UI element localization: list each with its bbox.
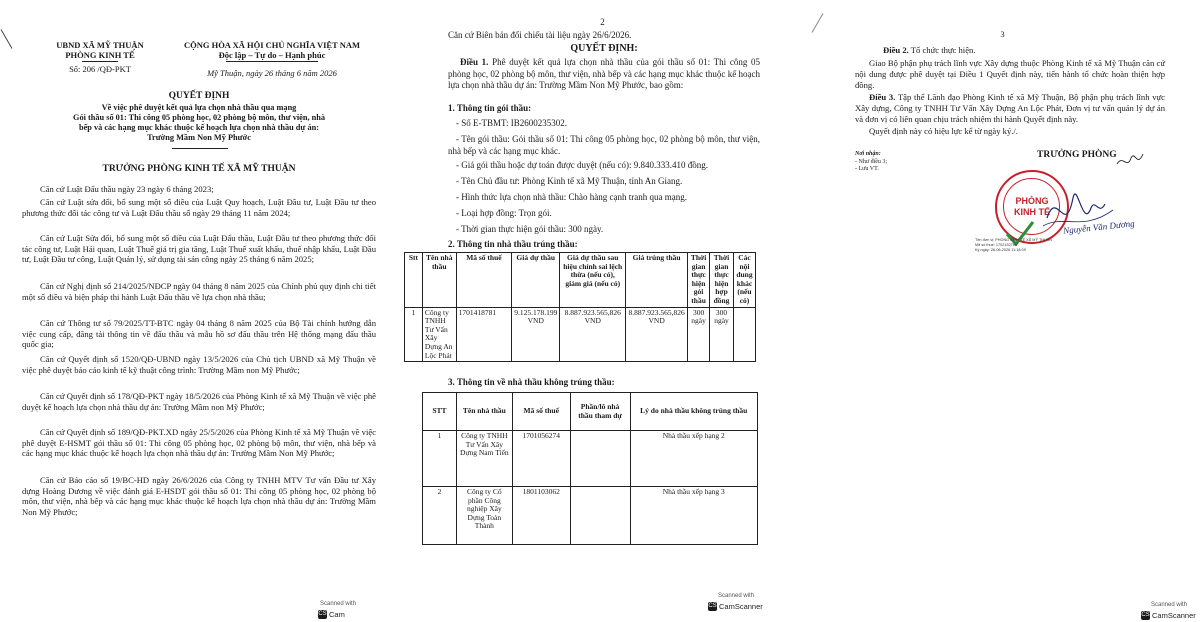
table-cell: 1701418781 [456, 307, 512, 362]
table-header: Giá trúng thầu [626, 253, 688, 308]
signer-name: Nguyễn Văn Dương [1062, 218, 1136, 236]
article-1: Điều 1. Phê duyệt kết quả lựa chọn nhà thầu của gói thầu số 01: Thi công 05 phòng học, 02 phòng bộ môn, thư viện, nhà bếp và các hạng mục khác thuộc kế hoạch lựa chọn nhà thầu dự án: Trường Mầm Non Mỹ Phước, bao gồm: [448, 57, 760, 90]
effective-clause: Quyết định này có hiệu lực kể từ ngày ký./. [869, 126, 1018, 136]
document-page-3 [805, 0, 1200, 622]
table-cell: Công ty TNHH Tư Vấn Xây Dựng Nam Tiến [456, 431, 512, 487]
legal-basis-6: Căn cứ Quyết định số 1520/QĐ-UBND ngày 13/5/2026 của Chủ tịch UBND xã Mỹ Thuận về việc phê duyệt báo cáo kinh tế kỹ thuật công trình: Trường Mầm non Mỹ Phước; [22, 354, 376, 375]
issuing-authority: TRƯỞNG PHÒNG KINH TẾ XÃ MỸ THUẬN [102, 164, 296, 174]
motto: Độc lập – Tự do – Hạnh phúc [218, 50, 326, 60]
decision-heading: QUYẾT ĐỊNH: [570, 43, 638, 54]
table-cell: Công ty Cổ phần Công nghiệp Xây Dựng Toàn Thành [456, 487, 512, 545]
legal-basis-7: Căn cứ Quyết định số 178/QĐ-PKT ngày 18/5/2026 của Phòng Kinh tế xã Mỹ Thuận về việc phê duyệt kế hoạch lựa chọn nhà thầu dự án: Trường Mầm non Mỹ Phước; [22, 391, 376, 412]
table-row [405, 307, 756, 362]
legal-basis-3: Căn cứ Luật Sửa đổi, bổ sung một số điều của Luật Đấu thầu, Luật Đầu tư theo phương thức đối tác công tư, Luật Hải quan, Luật Thuế giá trị gia tăng, Luật Thuế xuất khẩu, thuế nhập khẩu, Luật Đầu tư, Luật Đầu tư công, Luật Quản lý, sử dụng tài sản công ngày 25 tháng 6 năm 2025; [22, 233, 376, 265]
table-header: Thời gian thực hiện gói thầu [688, 253, 710, 308]
section-3-title: 3. Thông tin về nhà thầu không trúng thầu: [448, 377, 615, 387]
table-header: Tên nhà thầu [456, 393, 512, 431]
table-cell: Nhà thầu xếp hạng 2 [630, 431, 758, 487]
article-3: Điều 3. Tập thể Lãnh đạo Phòng Kinh tế xã Mỹ Thuận, Bộ phận phụ trách lĩnh vực Xây dựng, Công ty TNHH Tư Vấn Xây Dựng An Lộc Phát, Đơn vị tư vấn quản lý dự án và đơn vị có liên quan chịu trách nhiệm thi hành Quyết định này. [855, 92, 1166, 124]
table-cell [733, 307, 755, 362]
scanner-caption: Scanned with [320, 601, 357, 607]
camscanner-icon: CS [1141, 612, 1150, 618]
digital-signature-info: Tên đơn vị: PHÒNG KINH TẾ XÃ MỸ THUẬN Mã số thuế: 1702152789 Ký ngày: 26-06-2026 11:18:09 [975, 238, 1053, 252]
table-header: Các nội dung khác (nếu có) [733, 253, 755, 308]
scan-mark [1, 29, 13, 49]
camscanner-icon: CS [708, 603, 717, 609]
camscanner-logo: CS CamScanner [1141, 611, 1196, 620]
table-cell: 300 ngày [688, 307, 710, 362]
section-1-title: 1. Thông tin gói thầu: [448, 103, 532, 113]
bid-number: - Số E-TBMT: IB2600235302. [456, 118, 568, 128]
doc-type: QUYẾT ĐỊNH [168, 91, 230, 101]
camscanner-logo: CS Cam [318, 610, 345, 619]
table-header: Giá dự thầu [512, 253, 560, 308]
winner-table [404, 252, 756, 362]
table-header: Lý do nhà thầu không trúng thầu [630, 393, 758, 431]
recipients: Nơi nhận: - Như điều 3; - Lưu VT. [855, 151, 888, 172]
table-cell: 1 [423, 431, 457, 487]
document-page-1 [0, 0, 400, 622]
legal-basis-2: Căn cứ Luật sửa đổi, bổ sung một số điều của Luật Quy hoạch, Luật Đầu tư, Luật Đầu tư theo phương thức đối tác công tư và Luật Đấu thầu số ngày 29 tháng 11 năm 2024; [22, 197, 376, 218]
national-header: CỘNG HÒA XÃ HỘI CHỦ NGHĨA VIỆT NAM Độc lập – Tự do – Hạnh phúc Mỹ Thuận, ngày 26 tháng 6 năm 2026 [162, 40, 382, 78]
table-header: Giá dự thầu sau hiệu chỉnh sai lệch thừa (nếu có), giảm giá (nếu có) [560, 253, 626, 308]
table-header: Stt [405, 253, 423, 308]
loser-table [422, 392, 758, 545]
page-number: 3 [1000, 29, 1005, 39]
bid-package-name: - Tên gói thầu: Gói thầu số 01: Thi công 05 phòng học, 02 phòng bộ môn, thư viện, nhà bếp và các hạng mục khác. [448, 134, 760, 156]
scanner-caption: Scanned with [1151, 602, 1188, 608]
legal-basis-4: Căn cứ Nghị định số 214/2025/NĐCP ngày 04 tháng 8 năm 2025 của Chính phủ quy định chi tiết một số điều và biện pháp thi hành Luật Đấu thầu về lựa chọn nhà thầu; [22, 281, 376, 302]
legal-basis-9: Căn cứ Báo cáo số 19/BC-HD ngày 26/6/2026 của Công ty TNHH MTV Tư vấn Đầu tư Xây dựng Hoàng Dương về việc đánh giá E-HSDT gói thầu số 01: Thi công 05 phòng học, 02 phòng bộ môn, thư viện, nhà bếp và các hạng mục khác thuộc kế hoạch lựa chọn nhà thầu dự án: Trường Mầm Non Mỹ Phước; [22, 475, 376, 517]
section-2-title: 2. Thông tin nhà thầu trúng thầu: [448, 239, 578, 249]
table-cell: 1801103062 [512, 487, 570, 545]
intro-line: Căn cứ Biên bản đối chiếu tài liệu ngày 26/6/2026. [448, 30, 632, 40]
table-header: Mã số thuế [512, 393, 570, 431]
table-cell: 9.125.178.199 VND [512, 307, 560, 362]
table-row [423, 487, 758, 545]
document-page-2 [400, 0, 805, 622]
contract-type: - Loại hợp đồng: Trọn gói. [456, 208, 552, 218]
table-cell [570, 431, 630, 487]
selection-method: - Hình thức lựa chọn nhà thầu: Chào hàng cạnh tranh qua mạng. [456, 192, 687, 202]
table-cell: Công ty TNHH Tư Vấn Xây Dựng An Lộc Phát [422, 307, 456, 362]
agency-name: UBND XÃ MỸ THUẬN PHÒNG KINH TẾ Số: 206 /QĐ-PKT [40, 40, 160, 74]
table-cell: 300 ngày [710, 307, 734, 362]
camscanner-logo: CS CamScanner [708, 602, 763, 611]
article-2: Điều 2. Tổ chức thực hiện. [883, 45, 976, 55]
table-header-row [423, 393, 758, 431]
legal-basis-1: Căn cứ Luật Đấu thầu ngày 23 ngày 6 tháng 2023; [40, 184, 214, 194]
table-cell: 8.887.923.565,826 VND [560, 307, 626, 362]
doc-number: Số: 206 /QĐ-PKT [69, 64, 131, 74]
investor: - Tên Chủ đầu tư: Phòng Kinh tế xã Mỹ Thuận, tỉnh An Giang. [456, 176, 683, 186]
signer-title: TRƯỞNG PHÒNG [1037, 150, 1117, 160]
place-date: Mỹ Thuận, ngày 26 tháng 6 năm 2026 [207, 68, 337, 78]
table-cell: 8.887.923.565,826 VND [626, 307, 688, 362]
article-2-text: Giao Bộ phận phụ trách lĩnh vực Xây dựng thuộc Phòng Kinh tế xã Mỹ Thuận căn cứ nội dung được phê duyệt tại Điều 1 Quyết định này, tiến hành tổ chức hoàn thiện hợp đồng. [855, 58, 1165, 90]
table-cell: 2 [423, 487, 457, 545]
bid-price: - Giá gói thầu hoặc dự toán được duyệt (nếu có): 9.840.333.410 đồng. [456, 160, 708, 170]
duration: - Thời gian thực hiện gói thầu: 300 ngày. [456, 224, 604, 234]
legal-basis-8: Căn cứ Quyết định số 189/QĐ-PKT.XD ngày 25/5/2026 của Phòng Kinh tế xã Mỹ Thuận về việc phê duyệt E-HSMT gói thầu số 01: Thi công 05 phòng học, 02 phòng bộ môn, thư viện, nhà bếp và các hạng mục khác thuộc kế hoạch lựa chọn nhà thầu dự án: Trường Mầm Non Mỹ Phước; [22, 427, 376, 459]
camscanner-icon: CS [318, 611, 327, 617]
table-cell [570, 487, 630, 545]
table-cell: Nhà thầu xếp hạng 3 [630, 487, 758, 545]
table-header: Mã số thuế [456, 253, 512, 308]
table-header: Thời gian thực hiện hợp đồng [710, 253, 734, 308]
handwritten-signature [1043, 168, 1123, 248]
table-header-row [405, 253, 756, 308]
legal-basis-5: Căn cứ Thông tư số 79/2025/TT-BTC ngày 04 tháng 8 năm 2025 của Bộ Tài chính hướng dẫn việc cung cấp, đăng tải thông tin về đấu thầu và mẫu hồ sơ đấu thầu trên Hệ thống mạng đấu thầu quốc gia; [22, 318, 376, 350]
doc-subject: Về việc phê duyệt kết quả lựa chọn nhà thầu qua mạng Gói thầu số 01: Thi công 05 phòng học, 02 phòng bộ môn, thư viện, nhà bếp và các hạng mục khác thuộc kế hoạch lựa chọn nhà thầu dự án: Trường Mầm Non Mỹ Phước [73, 103, 325, 142]
table-cell: 1701056274 [512, 431, 570, 487]
page-number: 2 [600, 17, 605, 27]
table-header: Phần/lô nhà thầu tham dự [570, 393, 630, 431]
scanner-caption: Scanned with [718, 593, 755, 599]
table-header: STT [423, 393, 457, 431]
table-row [423, 431, 758, 487]
official-stamp: PHÒNG KINH TẾ [995, 170, 1069, 244]
table-cell: 1 [405, 307, 423, 362]
table-header: Tên nhà thầu [422, 253, 456, 308]
